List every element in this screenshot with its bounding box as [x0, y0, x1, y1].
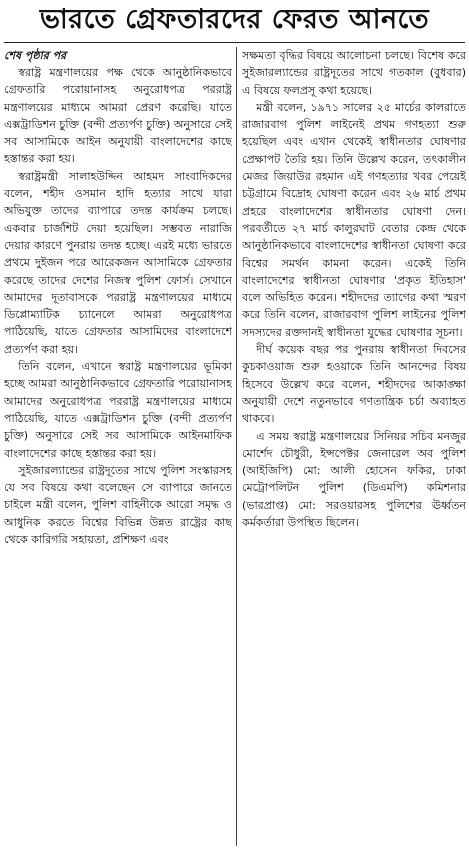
- headline-rule: [4, 42, 465, 43]
- article-paragraph: স্বরাষ্ট্রমন্ত্রী সালাহউদ্দিন আহমদ সাংবাদিকদের বলেন, শহীদ ওসমান হাদি হত্যার সাথে যারা অভিযুক্ত তাদের ব্যাপারে তদন্ত কার্যক্রম চলছে। একবার চার্জশিট দেয়া হয়েছিল। সম্ভবত নারাজি দেয়ার কারণে পুনরায় তদন্ত হচ্ছে। এরই মধ্যে ভারতে প্রথমে দুইজন পরে আরেকজন আসামিকে গ্রেফতার করেছে তাদের দেশের নিজস্ব পুলিশ ফোর্স। সেখানে আমাদের দূতাবাসকে পররাষ্ট্র মন্ত্রণালয়ের মাধ্যমে ডিপ্লোম্যাটিক চ্যানেলে আমরা অনুরোধপত্র পাঠিয়েছি, যাতে গ্রেফতার আসামিদের বাংলাদেশে প্রত্যর্পণ করা হয়।: [4, 169, 232, 356]
- article-paragraph: স্বরাষ্ট্র মন্ত্রণালয়ের পক্ষ থেকে আনুষ্ঠানিকভাবে গ্রেফতারি পরোয়ানাসহ অনুরোধপত্র পররাষ্ট্র মন্ত্রণালয়ের মাধ্যমে আমরা প্রেরণ করেছি। যাতে এক্সট্রাডিশন চুক্তি (বন্দী প্রত্যর্পণ চুক্তি) অনুসারে সেই সব আসামিকে আইন অনুযায়ী বাংলাদেশের কাছে হস্তান্তর করা হয়।: [4, 66, 232, 166]
- article-paragraph: সুইজারল্যান্ডের রাষ্ট্রদূতের সাথে পুলিশ সংস্কারসহ যে সব বিষয়ে কথা বলেছেন সে ব্যাপারে জানতে চাইলে মন্ত্রী বলেন, পুলিশ বাহিনীকে আরো সমৃদ্ধ ও আধুনিক করতে বিশ্বের বিভিন্ন উন্নত রাষ্ট্রের কাছ থেকে কারিগরি সহায়তা, প্রশিক্ষণ এবং: [4, 463, 232, 547]
- article-paragraph: সক্ষমতা বৃদ্ধির বিষয়ে আলোচনা চলছে। বিশেষ করে সুইজারল্যান্ডের রাষ্ট্রদূতের সাথে গতকাল (বুধবার) এ বিষয়ে ফলপ্রসূ কথা হয়েছে।: [242, 49, 466, 97]
- column-divider: [236, 47, 237, 846]
- article-column-left: [4, 47, 232, 548]
- article-paragraph: এ সময় স্বরাষ্ট্র মন্ত্রণালয়ের সিনিয়র সচিব মনজুর মোর্শেদ চৌধুরী, ইন্সপেক্টর জেনারেল অব পুলিশ (আইজিপি) মো: আলী হোসেন ফকির, ঢাকা মেট্রোপলিটন পুলিশ (ডিএমপি) কমিশনার (ভারপ্রাপ্ত) মো: সরওয়ারসহ পুলিশের ঊর্ধ্বতন কর্মকর্তারা উপস্থিত ছিলেন।: [242, 429, 466, 530]
- article-paragraph: মন্ত্রী বলেন, ১৯৭১ সালের ২৫ মার্চের কালরাতে রাজারবাগ পুলিশ লাইনেই প্রথম গণহত্যা শুরু হয়েছিল এবং এখান থেকেই স্বাধীনতার ঘোষণার প্রেক্ষাপট তৈরি হয়। তিনি উল্লেখ করেন, তৎকালীন মেজর জিয়াউর রহমান এই গণহত্যার খবর পেয়েই চট্টগ্রামে বিদ্রোহ ঘোষণা করেন এবং ২৬ মার্চ প্রথম প্রহরে বাংলাদেশের স্বাধীনতার ঘোষণা দেন। পরবর্তীতে ২৭ মার্চ কালুরঘাট বেতার কেন্দ্র থেকে আনুষ্ঠানিকভাবে বাংলাদেশের স্বাধীনতা ঘোষণা করে বিশ্বের সমর্থন কামনা করেন। একেই তিনি বাংলাদেশের স্বাধীনতা ঘোষণার 'প্রকৃত ইতিহাস' বলে অভিহিত করেন। শহীদদের ত্যাগের কথা স্মরণ করে তিনি বলেন, রাজারবাগ পুলিশ লাইনের পুলিশ সদস্যদের রক্তদানই স্বাধীনতা যুদ্ধের ঘোষণার সূচনা।: [242, 100, 466, 339]
- headline: ভারতে গ্রেফতারদের ফেরত আনতে: [39, 3, 430, 35]
- continuation-label: শেষ পৃষ্ঠার পর: [4, 49, 67, 62]
- article-paragraph: দীর্ঘ কয়েক বছর পর পুনরায় স্বাধীনতা দিবসের কুচকাওয়াজ শুরু হওয়াকে তিনি আনন্দের বিষয় হিসেবে উল্লেখ করে বলেন, শহীদদের আকাঙ্ক্ষা অনুযায়ী দেশে নতুনভাবে গণতান্ত্রিক চর্চা অব্যাহত থাকবে।: [242, 343, 466, 426]
- article-paragraph: তিনি বলেন, এখানে স্বরাষ্ট্র মন্ত্রণালয়ের ভূমিকা হচ্ছে আমরা আনুষ্ঠানিকভাবে গ্রেফতারি পরোয়ানাসহ আমাদের অনুরোধপত্র পররাষ্ট্র মন্ত্রণালয়ের মাধ্যমে পাঠিয়েছি, যাতে এক্সট্রাডিশন চুক্তি (বন্দী প্রত্যর্পণ চুক্তি) অনুসারে সেই সব আসামিকে আইনমাফিক বাংলাদেশের কাছে হস্তান্তর করা হয়।: [4, 360, 232, 460]
- article-column-right: [242, 47, 466, 531]
